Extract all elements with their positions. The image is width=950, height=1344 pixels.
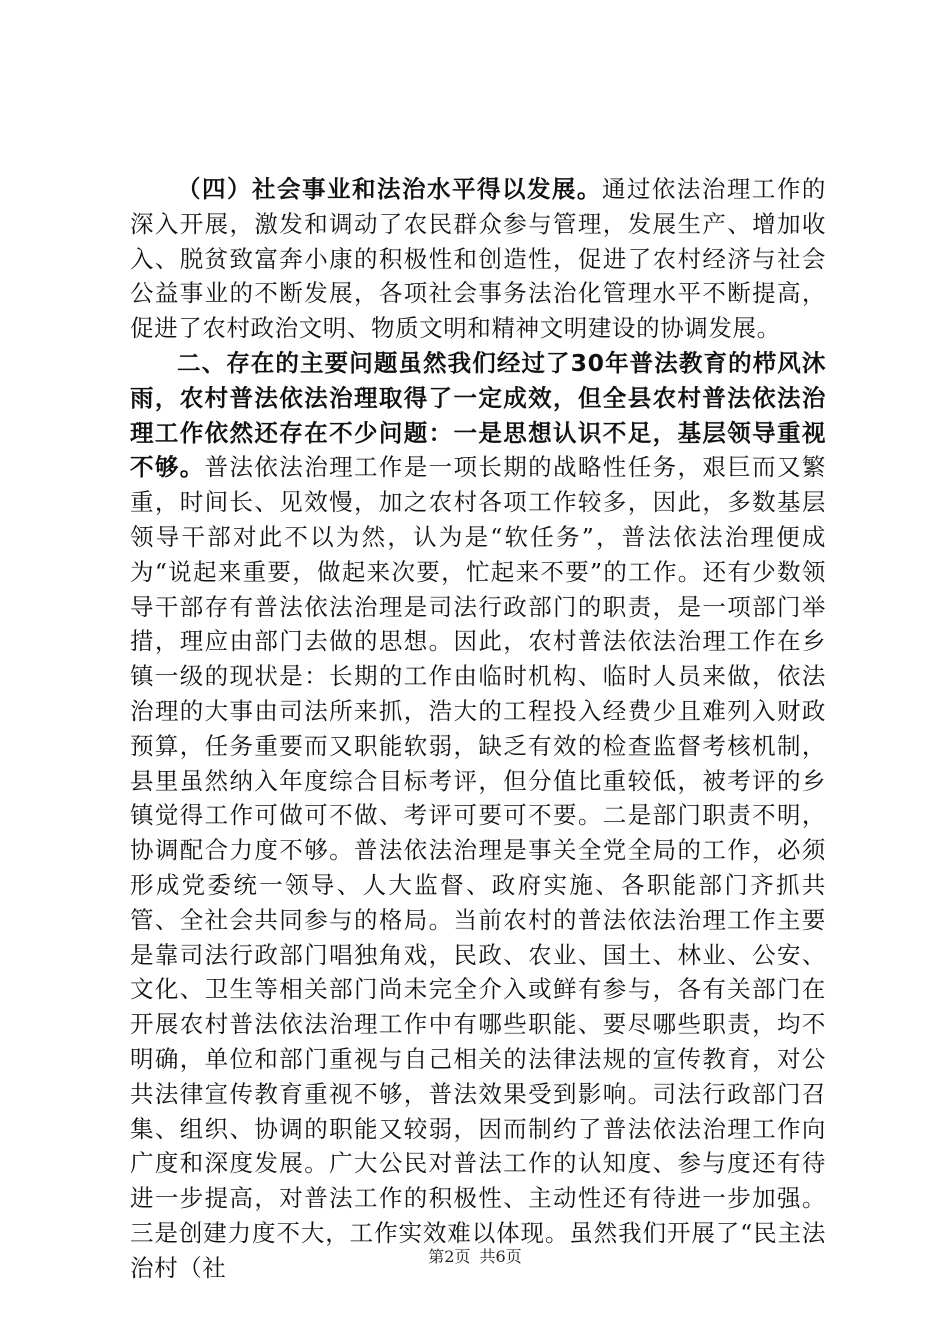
paragraph-main-problems bbox=[130, 346, 826, 1286]
section-heading: 二、存在的主要问题虽然我们经过了30年普法教育的栉风沐雨，农村普法依法治理取得了一定成效，但全县农村普法依法治理工作依然还存在不少问题：一是思想认识不足，基层领导重视不够。 bbox=[130, 348, 826, 482]
document-body bbox=[130, 172, 826, 1286]
page-number: 第2页 bbox=[428, 1247, 471, 1266]
paragraph-text: 通过依法治理工作的深入开展，激发和调动了农民群众参与管理，发展生产、增加收入、脱贫致富奔小康的积极性和创造性，促进了农村经济与社会公益事业的不断发展，各项社会事务法治化管理水平不断提高，促进了农村政治文明、物质文明和精神文明建设的协调发展。 bbox=[130, 175, 827, 343]
paragraph-heading: （四）社会事业和法治水平得以发展。 bbox=[177, 175, 602, 203]
page-footer bbox=[0, 1244, 950, 1267]
paragraph-text: 普法依法治理工作是一项长期的战略性任务，艰巨而又繁重，时间长、见效慢，加之农村各项工作较多，因此，多数基层领导干部对此不以为然，认为是“软任务”，普法依法治理便成为“说起来重要，做起来次要，忙起来不要”的工作。还有少数领导干部存有普法依法治理是司法行政部门的职责，是一项部门举措，理应由部门去做的思想。因此，农村普法依法治理工作在乡镇一级的现状是：长期的工作由临时机构、临时人员来做，依法治理的大事由司法所来抓，浩大的工程投入经费少且难列入财政预算，任务重要而又职能软弱，缺乏有效的检查监督考核机制，县里虽然纳入年度综合目标考评，但分值比重较低，被考评的乡镇觉得工作可做可不做、考评可要可不要。二是部门职责不明，协调配合力度不够。普法依法治理是事关全党全局的工作，必须形成党委统一领导、人大监督、政府实施、各职能部门齐抓共管、全社会共同参与的格局。当前农村的普法依法治理工作主要是靠司法行政部门唱独角戏，民政、农业、国土、林业、公安、文化、卫生等相关部门尚未完全介入或鲜有参与，各有关部门在开展农村普法依法治理工作中有哪些职能、要尽哪些职责，均不明确，单位和部门重视与自己相关的法律法规的宣传教育，对公共法律宣传教育重视不够，普法效果受到影响。司法行政部门召集、组织、协调的职能又较弱，因而制约了普法依法治理工作向广度和深度发展。广大公民对普法工作的认知度、参与度还有待进一步提高，对普法工作的积极性、主动性还有待进一步加强。三是创建力度不大，工作实效难以体现。虽然我们开展了“民主法治村（社 bbox=[130, 453, 826, 1282]
page-total: 共6页 bbox=[479, 1247, 522, 1266]
paragraph-social-affairs bbox=[130, 172, 826, 346]
